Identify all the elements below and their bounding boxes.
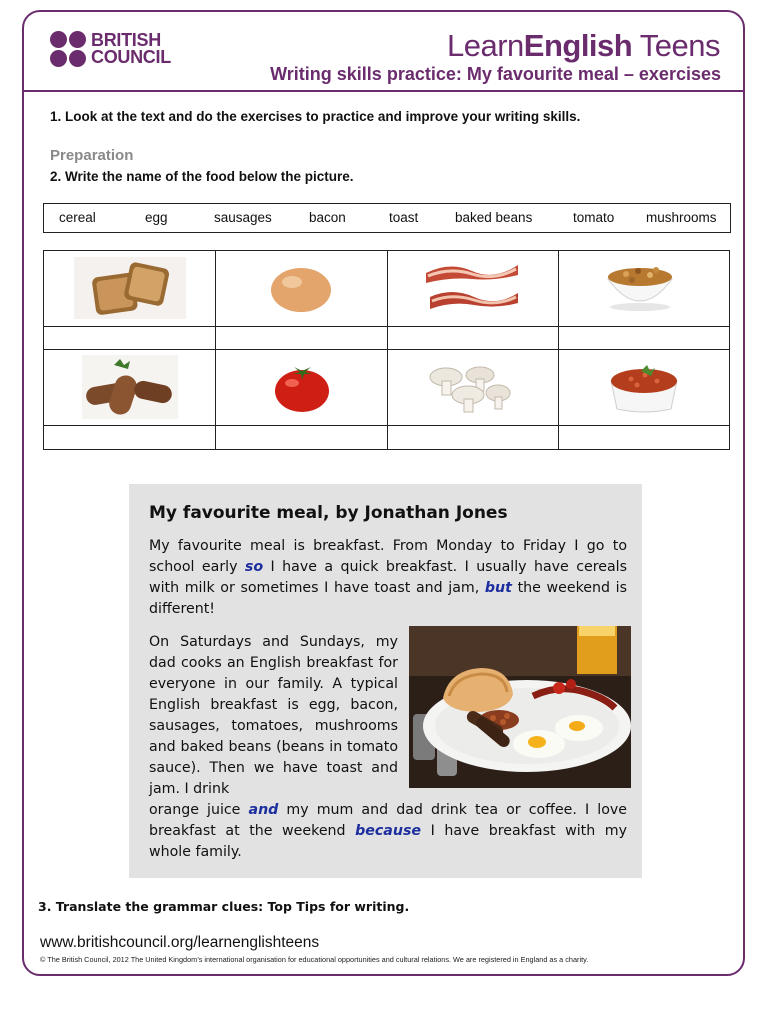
- reading-paragraph-3: orange juice and my mum and dad drink tea or coffee. I love breakfast at the weekend because I have breakfast with my whole family.: [149, 802, 628, 860]
- grammar-keyword: but: [484, 580, 512, 596]
- word-bank-item: toast: [389, 210, 419, 225]
- british-council-wordmark: BRITISH COUNCIL: [91, 30, 171, 67]
- page-title: Writing skills practice: My favourite meal – exercises: [270, 64, 721, 84]
- baked-beans-icon: [607, 359, 681, 417]
- reading-text-panel: [129, 484, 642, 878]
- food-picture-table: [43, 250, 730, 450]
- cereal-icon: [604, 259, 676, 313]
- word-bank-item: sausages: [214, 210, 272, 225]
- section-heading-preparation: Preparation: [50, 147, 134, 164]
- egg-icon: [270, 265, 332, 313]
- grammar-keyword: so: [244, 559, 264, 575]
- tomato-icon: [274, 363, 330, 413]
- reading-paragraph-1: My favourite meal is breakfast. From Monday to Friday I go to school early so I have a quick breakfast. I usually have cereals with milk or sometimes I have toast and jam, but the weekend is different!: [149, 538, 627, 617]
- grammar-keyword: and: [248, 802, 279, 818]
- learnenglish-teens-logo: LearnEnglish Teens: [446, 28, 720, 63]
- sausages-icon: [82, 355, 178, 419]
- mushrooms-icon: [424, 363, 514, 415]
- footer-url[interactable]: www.britishcouncil.org/learnenglishteens: [40, 934, 320, 951]
- instruction-3: 3. Translate the grammar clues: Top Tips for writing.: [38, 899, 410, 914]
- english-breakfast-photo: [409, 626, 631, 788]
- word-bank-item: mushrooms: [646, 210, 717, 225]
- instruction-1: 1. Look at the text and do the exercises to practice and improve your writing skills.: [50, 109, 581, 124]
- word-bank-item: bacon: [309, 210, 346, 225]
- word-bank-item: cereal: [59, 210, 96, 225]
- word-bank: [43, 203, 731, 233]
- bacon-icon: [422, 257, 522, 313]
- header-divider: [24, 90, 743, 92]
- word-bank-item: tomato: [573, 210, 615, 225]
- instruction-2: 2. Write the name of the food below the picture.: [50, 169, 354, 184]
- grammar-keyword: because: [355, 823, 422, 839]
- reading-paragraph-2: On Saturdays and Sundays, my dad cooks an English breakfast for everyone in our family. A typical English breakfast is egg, bacon, sausages, tomatoes, mushrooms and baked beans (beans in tomato sauce). Then we have toast and jam. I drink: [149, 634, 398, 797]
- word-bank-item: baked beans: [455, 210, 533, 225]
- footer-copyright: © The British Council, 2012 The United Kingdom’s international organisation for educational opportunities and cultural relations. We are registered in England as a charity.: [40, 955, 589, 964]
- word-bank-item: egg: [145, 210, 168, 225]
- reading-title: My favourite meal, by Jonathan Jones: [149, 503, 508, 523]
- british-council-dots-icon: [50, 31, 86, 67]
- toast-icon: [74, 257, 186, 319]
- british-council-logo: [50, 31, 190, 69]
